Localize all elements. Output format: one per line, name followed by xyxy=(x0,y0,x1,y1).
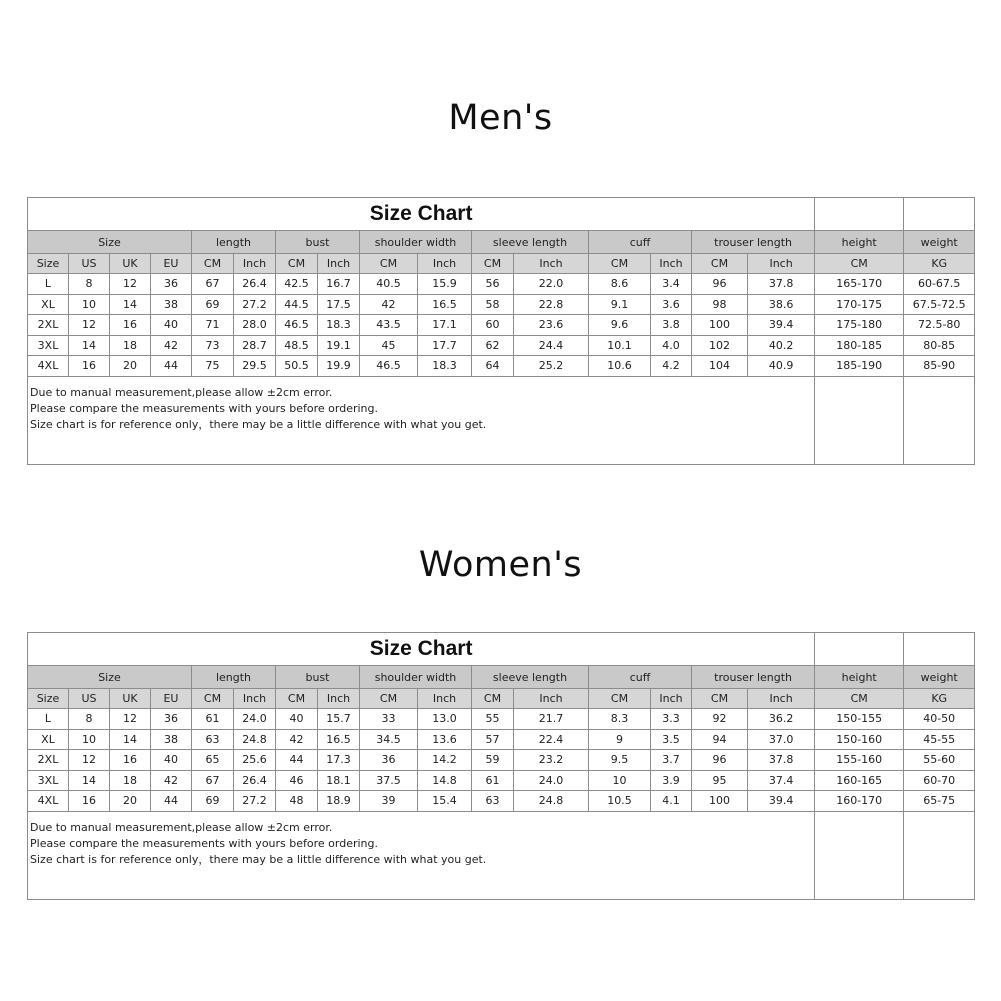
table-cell: 61 xyxy=(192,709,234,730)
blank-cell xyxy=(815,633,904,666)
table-cell: 26.4 xyxy=(234,770,276,791)
table-row xyxy=(28,770,975,791)
table-cell: 13.6 xyxy=(418,729,472,750)
table-cell: 4.2 xyxy=(651,356,692,377)
table-cell: 22.8 xyxy=(514,294,589,315)
unit-header: CM xyxy=(692,254,748,274)
unit-header: CM xyxy=(472,254,514,274)
section-heading-mens: Men's xyxy=(448,98,553,138)
table-cell: 9.1 xyxy=(589,294,651,315)
table-cell: 3.3 xyxy=(651,709,692,730)
size-chart-womens xyxy=(27,632,974,900)
group-header: shoulder width xyxy=(360,231,472,254)
unit-header: Inch xyxy=(748,254,815,274)
table-cell: 40 xyxy=(151,750,192,771)
table-row xyxy=(28,274,975,295)
unit-header: Inch xyxy=(318,254,360,274)
group-header: trouser length xyxy=(692,231,815,254)
group-header: length xyxy=(192,666,276,689)
table-cell: 22.0 xyxy=(514,274,589,295)
unit-header: Size xyxy=(28,689,69,709)
table-cell: 10 xyxy=(589,770,651,791)
table-cell: 85-90 xyxy=(904,356,975,377)
table-cell: 16 xyxy=(110,750,151,771)
unit-header: Inch xyxy=(418,254,472,274)
table-cell: 8.3 xyxy=(589,709,651,730)
table-cell: 15.9 xyxy=(418,274,472,295)
title-row xyxy=(28,198,975,231)
table-cell: 69 xyxy=(192,294,234,315)
table-cell: 175-180 xyxy=(815,315,904,336)
table-cell: 40.5 xyxy=(360,274,418,295)
unit-header: CM xyxy=(815,254,904,274)
table-cell: L xyxy=(28,709,69,730)
unit-header: CM xyxy=(589,254,651,274)
table-row xyxy=(28,294,975,315)
table-cell: 3XL xyxy=(28,770,69,791)
blank-cell xyxy=(904,376,975,464)
unit-header-row xyxy=(28,689,975,709)
unit-header: CM xyxy=(815,689,904,709)
table-cell: 65 xyxy=(192,750,234,771)
table-row xyxy=(28,356,975,377)
table-cell: 165-170 xyxy=(815,274,904,295)
table-row xyxy=(28,750,975,771)
table-cell: 3.6 xyxy=(651,294,692,315)
table-cell: 59 xyxy=(472,750,514,771)
table-cell: 26.4 xyxy=(234,274,276,295)
table-cell: 36 xyxy=(151,274,192,295)
note-line: Due to manual measurement,please allow ±2cm error. xyxy=(30,385,333,399)
table-cell: 18.1 xyxy=(318,770,360,791)
group-header: sleeve length xyxy=(472,666,589,689)
table-cell: 23.2 xyxy=(514,750,589,771)
table-cell: 150-155 xyxy=(815,709,904,730)
table-cell: 63 xyxy=(192,729,234,750)
group-header: cuff xyxy=(589,666,692,689)
table-cell: 48 xyxy=(276,791,318,812)
table-cell: 37.8 xyxy=(748,750,815,771)
table-cell: 38 xyxy=(151,729,192,750)
table-cell: 100 xyxy=(692,315,748,336)
table-cell: 160-170 xyxy=(815,791,904,812)
unit-header: Inch xyxy=(651,689,692,709)
table-cell: 19.1 xyxy=(318,335,360,356)
table-cell: 38.6 xyxy=(748,294,815,315)
unit-header: CM xyxy=(360,254,418,274)
note-line: Due to manual measurement,please allow ±2cm error. xyxy=(30,820,333,834)
table-cell: 61 xyxy=(472,770,514,791)
table-cell: 24.0 xyxy=(514,770,589,791)
table-cell: 12 xyxy=(110,274,151,295)
table-cell: 28.7 xyxy=(234,335,276,356)
table-cell: 50.5 xyxy=(276,356,318,377)
table-cell: 71 xyxy=(192,315,234,336)
table-cell: 40.2 xyxy=(748,335,815,356)
table-cell: 27.2 xyxy=(234,791,276,812)
table-cell: L xyxy=(28,274,69,295)
table-cell: 16 xyxy=(110,315,151,336)
unit-header: UK xyxy=(110,254,151,274)
table-cell: 73 xyxy=(192,335,234,356)
unit-header: CM xyxy=(192,254,234,274)
table-cell: 94 xyxy=(692,729,748,750)
table-cell: 40 xyxy=(276,709,318,730)
group-header-row xyxy=(28,231,975,254)
table-cell: 20 xyxy=(110,791,151,812)
table-cell: 67 xyxy=(192,770,234,791)
table-cell: 24.8 xyxy=(514,791,589,812)
blank-cell xyxy=(904,198,975,231)
table-cell: 72.5-80 xyxy=(904,315,975,336)
group-header: height xyxy=(815,666,904,689)
note-line: Size chart is for reference only，there may be a little difference with what you get. xyxy=(30,417,487,431)
notes-row xyxy=(28,376,975,464)
table-cell: 43.5 xyxy=(360,315,418,336)
table-cell: 16.5 xyxy=(418,294,472,315)
table-cell: 155-160 xyxy=(815,750,904,771)
table-cell: 9.6 xyxy=(589,315,651,336)
table-cell: 36.2 xyxy=(748,709,815,730)
unit-header: CM xyxy=(472,689,514,709)
table-cell: XL xyxy=(28,729,69,750)
unit-header: Inch xyxy=(651,254,692,274)
notes-row xyxy=(28,811,975,899)
table-cell: 98 xyxy=(692,294,748,315)
table-cell: 10.6 xyxy=(589,356,651,377)
table-cell: 12 xyxy=(69,750,110,771)
table-cell: 42.5 xyxy=(276,274,318,295)
table-cell: 44 xyxy=(151,356,192,377)
note-line: Please compare the measurements with yours before ordering. xyxy=(30,401,379,415)
table-cell: 60 xyxy=(472,315,514,336)
table-cell: 2XL xyxy=(28,315,69,336)
table-cell: 57 xyxy=(472,729,514,750)
group-header: length xyxy=(192,231,276,254)
chart-title: Size Chart xyxy=(28,633,815,666)
table-cell: 8.6 xyxy=(589,274,651,295)
table-cell: 18.3 xyxy=(418,356,472,377)
table-cell: 18 xyxy=(110,335,151,356)
group-header: Size xyxy=(28,231,192,254)
table-cell: 8 xyxy=(69,274,110,295)
table-cell: 14 xyxy=(69,770,110,791)
table-cell: 42 xyxy=(276,729,318,750)
table-cell: 17.7 xyxy=(418,335,472,356)
unit-header: CM xyxy=(276,689,318,709)
group-header: bust xyxy=(276,666,360,689)
table-cell: XL xyxy=(28,294,69,315)
table-cell: 170-175 xyxy=(815,294,904,315)
group-header: shoulder width xyxy=(360,666,472,689)
table-cell: 8 xyxy=(69,709,110,730)
unit-header: Inch xyxy=(234,254,276,274)
table-cell: 42 xyxy=(360,294,418,315)
table-cell: 10 xyxy=(69,729,110,750)
section-heading-womens: Women's xyxy=(418,545,583,585)
table-cell: 4XL xyxy=(28,356,69,377)
table-cell: 16 xyxy=(69,356,110,377)
table-cell: 40-50 xyxy=(904,709,975,730)
table-cell: 44 xyxy=(151,791,192,812)
table-cell: 60-70 xyxy=(904,770,975,791)
table-cell: 19.9 xyxy=(318,356,360,377)
table-cell: 4.1 xyxy=(651,791,692,812)
table-cell: 3.8 xyxy=(651,315,692,336)
blank-cell xyxy=(904,633,975,666)
table-cell: 17.5 xyxy=(318,294,360,315)
unit-header: Size xyxy=(28,254,69,274)
table-cell: 25.6 xyxy=(234,750,276,771)
unit-header: EU xyxy=(151,254,192,274)
table-cell: 180-185 xyxy=(815,335,904,356)
size-chart-table xyxy=(27,632,975,900)
table-row xyxy=(28,335,975,356)
group-header: height xyxy=(815,231,904,254)
unit-header: Inch xyxy=(418,689,472,709)
table-cell: 10 xyxy=(69,294,110,315)
notes-cell xyxy=(28,376,815,464)
table-cell: 18.9 xyxy=(318,791,360,812)
table-cell: 20 xyxy=(110,356,151,377)
table-cell: 40.9 xyxy=(748,356,815,377)
unit-header: CM xyxy=(276,254,318,274)
table-cell: 39.4 xyxy=(748,791,815,812)
table-cell: 160-165 xyxy=(815,770,904,791)
blank-cell xyxy=(815,376,904,464)
table-cell: 46.5 xyxy=(276,315,318,336)
group-header: Size xyxy=(28,666,192,689)
unit-header: Inch xyxy=(234,689,276,709)
group-header: sleeve length xyxy=(472,231,589,254)
table-cell: 17.1 xyxy=(418,315,472,336)
table-cell: 45 xyxy=(360,335,418,356)
table-cell: 12 xyxy=(69,315,110,336)
table-cell: 16 xyxy=(69,791,110,812)
size-chart-mens xyxy=(27,197,974,465)
table-cell: 17.3 xyxy=(318,750,360,771)
table-cell: 23.6 xyxy=(514,315,589,336)
table-cell: 14.8 xyxy=(418,770,472,791)
group-header: cuff xyxy=(589,231,692,254)
table-cell: 37.0 xyxy=(748,729,815,750)
table-cell: 37.5 xyxy=(360,770,418,791)
table-cell: 60-67.5 xyxy=(904,274,975,295)
table-cell: 24.8 xyxy=(234,729,276,750)
blank-cell xyxy=(904,811,975,899)
table-cell: 39.4 xyxy=(748,315,815,336)
table-cell: 3.5 xyxy=(651,729,692,750)
unit-header: CM xyxy=(692,689,748,709)
table-cell: 46 xyxy=(276,770,318,791)
table-cell: 16.5 xyxy=(318,729,360,750)
table-cell: 4.0 xyxy=(651,335,692,356)
table-cell: 65-75 xyxy=(904,791,975,812)
table-cell: 9 xyxy=(589,729,651,750)
table-cell: 3.4 xyxy=(651,274,692,295)
table-cell: 12 xyxy=(110,709,151,730)
table-cell: 58 xyxy=(472,294,514,315)
table-cell: 10.1 xyxy=(589,335,651,356)
table-cell: 80-85 xyxy=(904,335,975,356)
table-row xyxy=(28,791,975,812)
table-cell: 18.3 xyxy=(318,315,360,336)
table-cell: 96 xyxy=(692,750,748,771)
unit-header: US xyxy=(69,254,110,274)
table-cell: 4XL xyxy=(28,791,69,812)
table-cell: 24.4 xyxy=(514,335,589,356)
table-cell: 46.5 xyxy=(360,356,418,377)
group-header: trouser length xyxy=(692,666,815,689)
table-cell: 44 xyxy=(276,750,318,771)
table-cell: 24.0 xyxy=(234,709,276,730)
unit-header: Inch xyxy=(514,254,589,274)
note-line: Please compare the measurements with yours before ordering. xyxy=(30,836,379,850)
table-cell: 48.5 xyxy=(276,335,318,356)
title-row xyxy=(28,633,975,666)
unit-header: CM xyxy=(360,689,418,709)
table-cell: 39 xyxy=(360,791,418,812)
unit-header: Inch xyxy=(514,689,589,709)
table-cell: 25.2 xyxy=(514,356,589,377)
table-cell: 185-190 xyxy=(815,356,904,377)
table-cell: 28.0 xyxy=(234,315,276,336)
table-cell: 45-55 xyxy=(904,729,975,750)
table-cell: 67.5-72.5 xyxy=(904,294,975,315)
table-cell: 10.5 xyxy=(589,791,651,812)
table-cell: 36 xyxy=(360,750,418,771)
unit-header: Inch xyxy=(748,689,815,709)
note-line: Size chart is for reference only，there may be a little difference with what you get. xyxy=(30,852,487,866)
unit-header: CM xyxy=(589,689,651,709)
table-cell: 104 xyxy=(692,356,748,377)
table-cell: 13.0 xyxy=(418,709,472,730)
table-cell: 3.9 xyxy=(651,770,692,791)
table-cell: 67 xyxy=(192,274,234,295)
table-cell: 2XL xyxy=(28,750,69,771)
table-cell: 96 xyxy=(692,274,748,295)
group-header: weight xyxy=(904,666,975,689)
table-cell: 64 xyxy=(472,356,514,377)
blank-cell xyxy=(815,811,904,899)
table-cell: 14.2 xyxy=(418,750,472,771)
table-cell: 42 xyxy=(151,335,192,356)
table-cell: 14 xyxy=(110,294,151,315)
table-cell: 95 xyxy=(692,770,748,791)
table-cell: 3XL xyxy=(28,335,69,356)
table-cell: 36 xyxy=(151,709,192,730)
table-row xyxy=(28,315,975,336)
table-cell: 150-160 xyxy=(815,729,904,750)
table-cell: 56 xyxy=(472,274,514,295)
table-cell: 14 xyxy=(69,335,110,356)
table-cell: 92 xyxy=(692,709,748,730)
unit-header: UK xyxy=(110,689,151,709)
table-cell: 37.8 xyxy=(748,274,815,295)
table-row xyxy=(28,709,975,730)
table-cell: 14 xyxy=(110,729,151,750)
table-cell: 69 xyxy=(192,791,234,812)
table-cell: 3.7 xyxy=(651,750,692,771)
group-header: weight xyxy=(904,231,975,254)
table-cell: 22.4 xyxy=(514,729,589,750)
chart-title: Size Chart xyxy=(28,198,815,231)
blank-cell xyxy=(815,198,904,231)
table-cell: 33 xyxy=(360,709,418,730)
table-cell: 15.4 xyxy=(418,791,472,812)
table-cell: 40 xyxy=(151,315,192,336)
unit-header: CM xyxy=(192,689,234,709)
table-cell: 21.7 xyxy=(514,709,589,730)
unit-header: EU xyxy=(151,689,192,709)
unit-header: US xyxy=(69,689,110,709)
table-cell: 15.7 xyxy=(318,709,360,730)
table-cell: 18 xyxy=(110,770,151,791)
table-cell: 38 xyxy=(151,294,192,315)
table-cell: 16.7 xyxy=(318,274,360,295)
table-cell: 63 xyxy=(472,791,514,812)
table-cell: 44.5 xyxy=(276,294,318,315)
unit-header: Inch xyxy=(318,689,360,709)
size-chart-table xyxy=(27,197,975,465)
table-cell: 62 xyxy=(472,335,514,356)
table-cell: 9.5 xyxy=(589,750,651,771)
group-header-row xyxy=(28,666,975,689)
table-cell: 102 xyxy=(692,335,748,356)
table-row xyxy=(28,729,975,750)
table-cell: 100 xyxy=(692,791,748,812)
table-cell: 75 xyxy=(192,356,234,377)
table-cell: 29.5 xyxy=(234,356,276,377)
group-header: bust xyxy=(276,231,360,254)
table-cell: 42 xyxy=(151,770,192,791)
unit-header: KG xyxy=(904,689,975,709)
table-cell: 37.4 xyxy=(748,770,815,791)
unit-header-row xyxy=(28,254,975,274)
unit-header: KG xyxy=(904,254,975,274)
table-cell: 55 xyxy=(472,709,514,730)
notes-cell xyxy=(28,811,815,899)
table-cell: 27.2 xyxy=(234,294,276,315)
table-cell: 55-60 xyxy=(904,750,975,771)
table-cell: 34.5 xyxy=(360,729,418,750)
